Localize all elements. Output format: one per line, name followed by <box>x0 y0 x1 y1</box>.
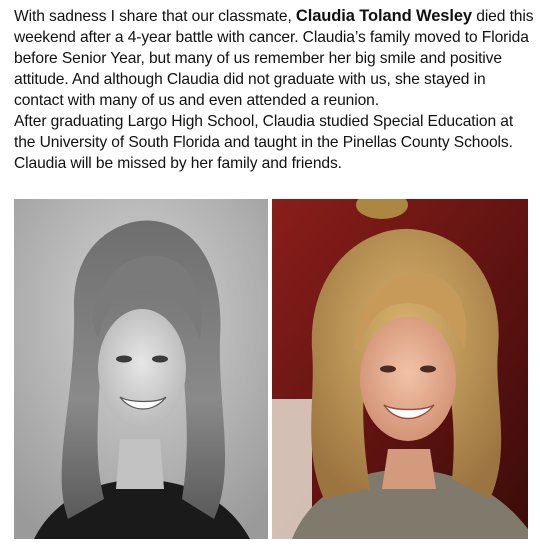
intro-text: With sadness I share that our classmate, <box>14 8 296 25</box>
recent-portrait-photo <box>272 199 528 539</box>
announcement-paragraph-2: After graduating Largo High School, Claudia studied Special Education at the University of South Florida and taught in the Pinellas County Schools. Claudia will be missed by her family and friends. <box>14 113 514 172</box>
classmate-name: Claudia Toland Wesley <box>295 7 473 25</box>
announcement-text <box>14 6 536 174</box>
announcement-paragraph-1 <box>14 6 536 111</box>
yearbook-portrait-illustration <box>14 199 268 539</box>
recent-portrait-illustration <box>272 199 528 539</box>
yearbook-portrait-photo <box>14 199 268 539</box>
body-text: died this weekend after a 4-year battle with cancer. Claudia’s family moved to Florida before Senior Year, but many of us remember her big smile and positive attitude. And although Claudia did not graduate with us, she stayed in contact with many of us and even attended a reunion. <box>14 8 534 109</box>
